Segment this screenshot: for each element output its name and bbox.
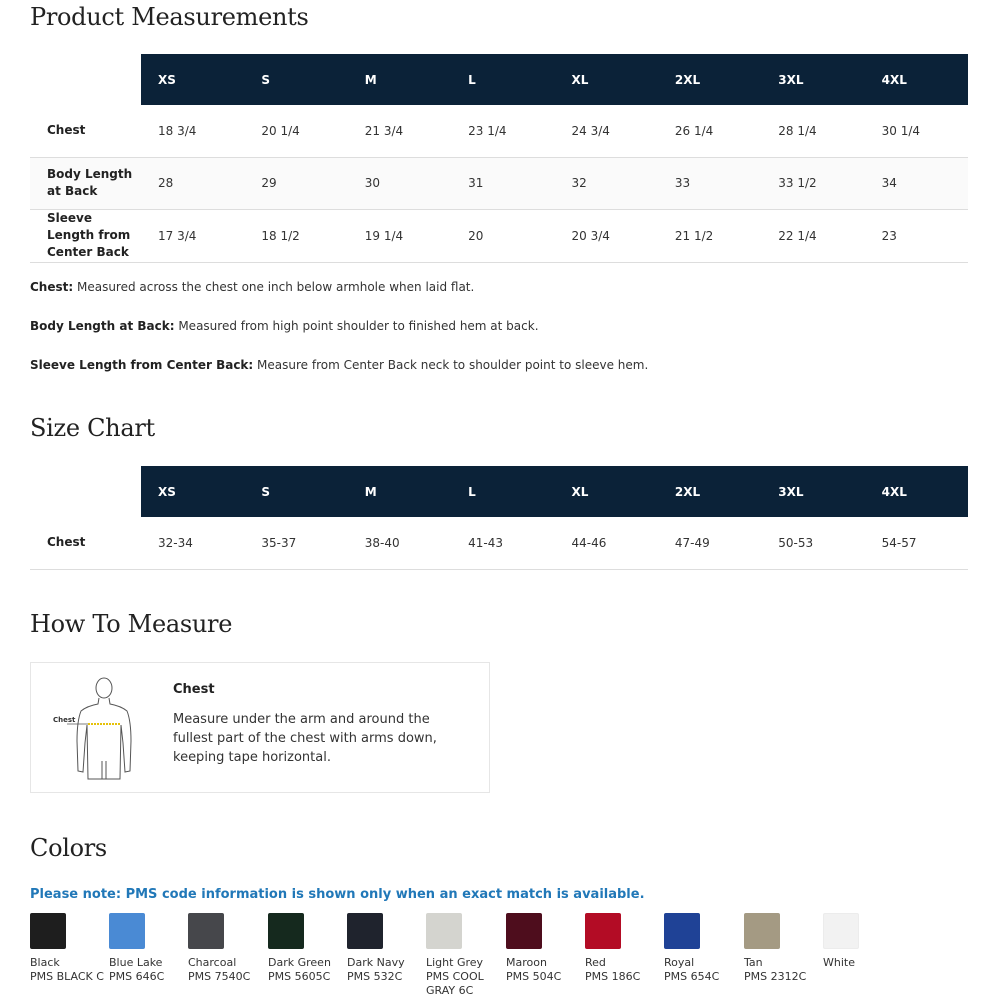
color-label	[506, 956, 584, 984]
color-pms: PMS 504C	[506, 970, 562, 983]
note-sleeve-length	[30, 358, 648, 397]
color-swatch-light-grey[interactable]	[426, 913, 504, 998]
table-cell: 44-46	[555, 517, 658, 569]
color-chip[interactable]	[268, 913, 304, 949]
table-cell: 22 1/4	[761, 209, 864, 262]
color-swatch-black[interactable]	[30, 913, 108, 984]
table-cell: 19 1/4	[348, 209, 451, 262]
figure-body	[77, 698, 131, 779]
color-label	[188, 956, 266, 984]
color-name: Red	[585, 956, 606, 969]
color-swatch-dark-navy[interactable]	[347, 913, 425, 984]
color-name: White	[823, 956, 855, 969]
color-chip[interactable]	[30, 913, 66, 949]
color-chip[interactable]	[744, 913, 780, 949]
pms-note: Please note: PMS code information is shown only when an exact match is available.	[30, 887, 645, 902]
table-cell: 31	[451, 157, 554, 209]
table-cell: 20	[451, 209, 554, 262]
size-header: S	[244, 54, 347, 105]
color-name: Dark Navy	[347, 956, 405, 969]
note-text: Measured across the chest one inch below armhole when laid flat.	[73, 280, 475, 294]
color-swatch-dark-green[interactable]	[268, 913, 346, 984]
color-chip[interactable]	[823, 913, 859, 949]
color-chip[interactable]	[585, 913, 621, 949]
color-name: Tan	[744, 956, 763, 969]
row-label: Sleeve Length from Center Back	[30, 209, 141, 262]
table-cell: 18 3/4	[141, 105, 244, 157]
measure-item-description: Measure under the arm and around the fullest part of the chest with arms down, keeping tape horizontal.	[173, 712, 437, 765]
color-name: Dark Green	[268, 956, 331, 969]
table-corner-cell	[30, 54, 141, 105]
table-cell: 38-40	[348, 517, 451, 569]
color-label	[664, 956, 742, 984]
note-term: Body Length at Back:	[30, 319, 175, 333]
size-header: 4XL	[865, 466, 968, 517]
table-row	[30, 517, 968, 569]
color-pms: PMS 186C	[585, 970, 641, 983]
table-cell: 35-37	[244, 517, 347, 569]
table-cell: 20 3/4	[555, 209, 658, 262]
color-swatch-red[interactable]	[585, 913, 663, 984]
size-header: 3XL	[761, 54, 864, 105]
table-cell: 28 1/4	[761, 105, 864, 157]
table-cell: 47-49	[658, 517, 761, 569]
color-chip[interactable]	[109, 913, 145, 949]
row-label: Body Length at Back	[30, 157, 141, 209]
note-body-length	[30, 319, 648, 358]
size-header: XS	[141, 54, 244, 105]
size-header: M	[348, 54, 451, 105]
color-chip[interactable]	[506, 913, 542, 949]
color-pms: PMS 2312C	[744, 970, 807, 983]
note-text: Measured from high point shoulder to finished hem at back.	[174, 319, 539, 333]
color-pms: PMS 5605C	[268, 970, 331, 983]
how-to-measure-title: How To Measure	[30, 610, 233, 638]
size-header: 2XL	[658, 466, 761, 517]
figure-head	[96, 678, 112, 698]
color-label	[30, 956, 108, 984]
size-chart-table	[30, 466, 968, 570]
color-swatch-white[interactable]	[823, 913, 901, 970]
color-label	[268, 956, 346, 984]
color-pms: PMS 654C	[664, 970, 720, 983]
size-header: XS	[141, 466, 244, 517]
table-cell: 29	[244, 157, 347, 209]
color-label	[744, 956, 822, 984]
measurement-notes	[30, 280, 648, 397]
table-cell: 20 1/4	[244, 105, 347, 157]
note-text: Measure from Center Back neck to shoulder point to sleeve hem.	[253, 358, 649, 372]
size-header: XL	[555, 54, 658, 105]
color-pms: PMS 532C	[347, 970, 403, 983]
color-pms: PMS BLACK C	[30, 970, 104, 983]
table-cell: 26 1/4	[658, 105, 761, 157]
color-label	[109, 956, 187, 984]
table-header-row	[30, 466, 968, 517]
table-cell: 30 1/4	[865, 105, 968, 157]
table-cell: 28	[141, 157, 244, 209]
chest-measure-diagram	[47, 671, 157, 787]
table-corner-cell	[30, 466, 141, 517]
size-header: 3XL	[761, 466, 864, 517]
color-chip[interactable]	[188, 913, 224, 949]
table-cell: 41-43	[451, 517, 554, 569]
color-swatch-tan[interactable]	[744, 913, 822, 984]
colors-title: Colors	[30, 834, 107, 862]
color-pms: PMS COOL GRAY 6C	[426, 970, 484, 997]
size-header: M	[348, 466, 451, 517]
table-cell: 24 3/4	[555, 105, 658, 157]
size-header: L	[451, 466, 554, 517]
measure-item-title: Chest	[173, 682, 215, 697]
table-row	[30, 105, 968, 157]
color-swatch-royal[interactable]	[664, 913, 742, 984]
table-cell: 17 3/4	[141, 209, 244, 262]
row-label: Chest	[30, 517, 141, 569]
color-name: Black	[30, 956, 60, 969]
color-name: Royal	[664, 956, 695, 969]
table-cell: 21 3/4	[348, 105, 451, 157]
size-header: L	[451, 54, 554, 105]
note-term: Sleeve Length from Center Back:	[30, 358, 254, 372]
size-chart-title: Size Chart	[30, 414, 155, 442]
table-row	[30, 209, 968, 262]
color-swatch-blue-lake[interactable]	[109, 913, 187, 984]
table-cell: 18 1/2	[244, 209, 347, 262]
product-measurements-title: Product Measurements	[30, 3, 309, 31]
table-cell: 33	[658, 157, 761, 209]
color-swatch-charcoal[interactable]	[188, 913, 266, 984]
table-header-row	[30, 54, 968, 105]
color-name: Charcoal	[188, 956, 237, 969]
table-cell: 54-57	[865, 517, 968, 569]
color-label	[585, 956, 663, 984]
color-label	[347, 956, 425, 984]
color-label	[823, 956, 901, 970]
table-cell: 33 1/2	[761, 157, 864, 209]
color-swatches	[30, 913, 970, 1000]
table-cell: 21 1/2	[658, 209, 761, 262]
table-cell: 32	[555, 157, 658, 209]
note-term: Chest:	[30, 280, 74, 294]
color-name: Light Grey	[426, 956, 484, 969]
note-chest	[30, 280, 648, 319]
measure-card	[30, 662, 490, 793]
color-label	[426, 956, 488, 998]
size-header: 4XL	[865, 54, 968, 105]
table-cell: 30	[348, 157, 451, 209]
diagram-label: Chest	[53, 716, 76, 724]
size-header: 2XL	[658, 54, 761, 105]
size-header: XL	[555, 466, 658, 517]
color-chip[interactable]	[426, 913, 462, 949]
color-chip[interactable]	[664, 913, 700, 949]
color-name: Maroon	[506, 956, 547, 969]
color-name: Blue Lake	[109, 956, 163, 969]
color-pms: PMS 7540C	[188, 970, 251, 983]
product-measurements-table	[30, 54, 968, 263]
color-pms: PMS 646C	[109, 970, 165, 983]
table-cell: 34	[865, 157, 968, 209]
table-cell: 23 1/4	[451, 105, 554, 157]
table-cell: 23	[865, 209, 968, 262]
color-chip[interactable]	[347, 913, 383, 949]
color-swatch-maroon[interactable]	[506, 913, 584, 984]
figure-legs	[102, 761, 106, 779]
table-row	[30, 157, 968, 209]
table-cell: 32-34	[141, 517, 244, 569]
row-label: Chest	[30, 105, 141, 157]
size-header: S	[244, 466, 347, 517]
table-cell: 50-53	[761, 517, 864, 569]
